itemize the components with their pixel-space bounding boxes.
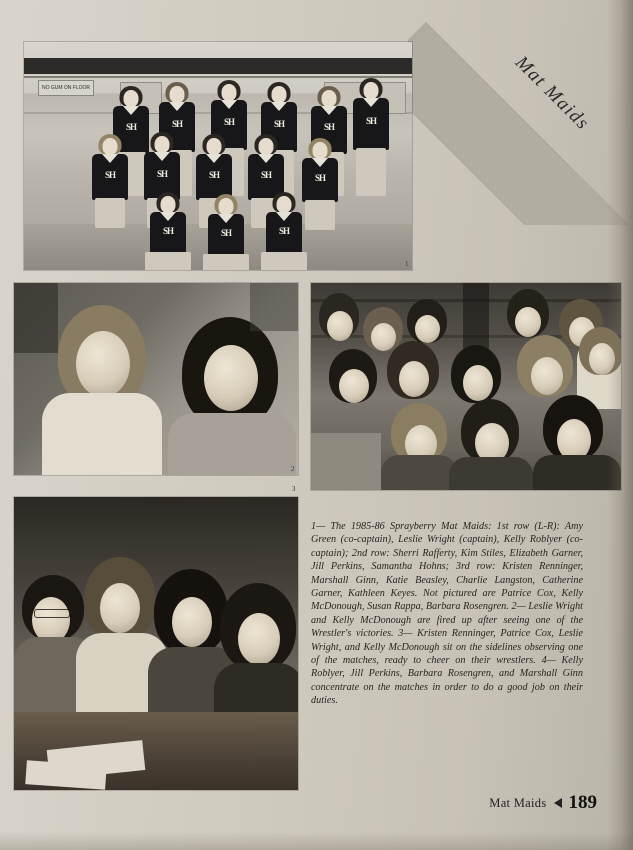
- background-blur: [14, 283, 58, 353]
- photo-caption: 1— The 1985-86 Sprayberry Mat Maids: 1st row (L-R): Amy Green (co-captain), Leslie Wright (captain), Kelly Roblyer (co-captain); 2nd row: Sherri Rafferty, Kim Stiles, Elizabeth Garner, Jill Perkins, Samantha Hohns; 3rd row: Kristen Renninger, Marshall Ginn, Katie Beasley, Charlie Langston, Catherine Garner, Kathleen Keyes. Not pictured are Patrice Cox, Kelly McDonough, Susan Rappa, Barbara Rosengren. 2— Leslie Wright and Kelly McDonough are fired up after seeing one of the Wrestler's victories. 3— Kristen Renninger, Patrice Cox, Leslie Wright, and Kelly McDonough sit on the sidelines observing one of the matches, ready to cheer on their wrestlers. 4— Kelly Roblyer, Jill Perkins, Barbara Rosengren, and Marshall Ginn concentrate on the matches in order to do a good job on their duties.: [311, 521, 583, 707]
- page-footer: [489, 792, 597, 814]
- team-member: SH: [108, 86, 154, 196]
- face: [76, 331, 130, 397]
- crowd-face: [531, 357, 563, 395]
- photo-number-2: 2: [291, 465, 295, 473]
- white-jacket: [42, 393, 162, 475]
- team-member: SH: [86, 134, 134, 228]
- page-bottom-shadow: [0, 832, 633, 850]
- photo-number-4: 4: [291, 782, 295, 790]
- team-member: SH: [296, 138, 344, 230]
- crowd-face: [463, 365, 493, 401]
- crowd-face: [327, 311, 353, 341]
- face: [204, 345, 258, 411]
- face: [238, 613, 280, 665]
- photo-number-1: 1: [405, 260, 409, 268]
- team-member: SH: [142, 192, 194, 270]
- crowd-face: [399, 361, 429, 397]
- crowd-foreground-blur: [311, 433, 381, 490]
- background-blur: [250, 283, 298, 331]
- triangle-icon: [554, 798, 562, 808]
- team-member: SH: [258, 192, 310, 270]
- page-number: 189: [568, 792, 597, 813]
- crowd-body: [449, 457, 533, 490]
- crowd-face: [371, 323, 396, 351]
- team-member: SH: [306, 86, 352, 196]
- banner-band: [408, 22, 633, 225]
- team-member: SH: [138, 132, 186, 228]
- face: [172, 597, 212, 647]
- glasses-icon: [34, 609, 70, 618]
- crowd-face: [415, 315, 440, 343]
- photo-number-3: 3: [292, 485, 296, 493]
- table-girls-photo: [14, 497, 298, 790]
- team-member: SH: [348, 78, 394, 196]
- shoulders: [168, 413, 296, 475]
- team-member: SH: [154, 82, 200, 196]
- team-member: SH: [190, 134, 238, 228]
- face: [100, 583, 140, 633]
- gym-sign: NO GUM ON FLOOR: [38, 80, 94, 96]
- gym-upper-band: [24, 58, 412, 74]
- crowd-body: [381, 455, 457, 490]
- banner-label: Mat Maids: [511, 52, 594, 135]
- bleachers-crowd-photo: [311, 283, 621, 490]
- crowd-face: [339, 369, 369, 403]
- team-member: SH: [206, 80, 252, 196]
- two-girls-photo: [14, 283, 298, 475]
- team-group-photo: [24, 42, 412, 270]
- team-member: SH: [200, 194, 252, 270]
- section-banner: [408, 0, 633, 225]
- team-member: SH: [242, 134, 290, 228]
- crowd-face: [515, 307, 541, 337]
- footer-section-label: Mat Maids: [489, 795, 547, 810]
- page-right-shadow: [607, 0, 633, 850]
- team-member: SH: [256, 82, 302, 196]
